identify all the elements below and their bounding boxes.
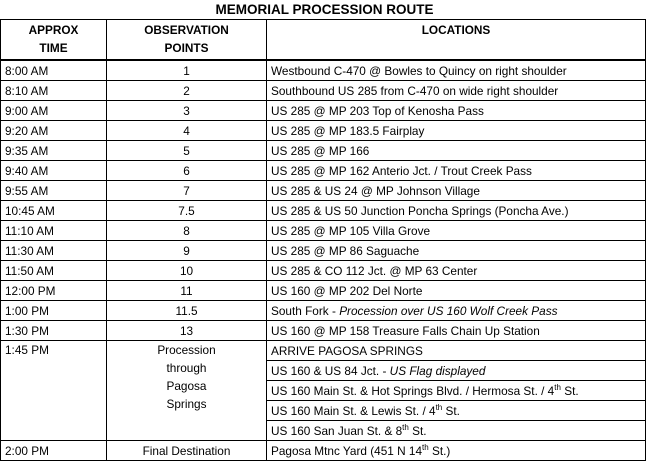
- location-text: Pagosa Mtnc Yard (451 N 14: [271, 443, 423, 458]
- ordinal-suffix: th: [554, 382, 561, 392]
- table-row: [1, 101, 646, 121]
- location-text: St.: [442, 403, 460, 418]
- location-cell: US 285 & CO 112 Jct. @ MP 63 Center: [267, 261, 646, 281]
- time-cell: 1:45 PM: [1, 341, 107, 441]
- table-row: [1, 201, 646, 221]
- time-cell: 1:00 PM: [1, 301, 107, 321]
- location-cell: US 285 @ MP 86 Saguache: [267, 241, 646, 261]
- time-cell: 9:35 AM: [1, 141, 107, 161]
- time-cell: 11:30 AM: [1, 241, 107, 261]
- location-cell: Southbound US 285 from C-470 on wide right shoulder: [267, 81, 646, 101]
- location-cell: [267, 401, 646, 421]
- location-text: St.: [408, 423, 427, 438]
- header-locations: LOCATIONS: [267, 20, 646, 61]
- time-cell: 9:00 AM: [1, 101, 107, 121]
- header-time-line1: APPROX: [28, 23, 79, 37]
- point-cell: 10: [107, 261, 267, 281]
- location-cell: US 285 & US 50 Junction Poncha Springs (Poncha Ave.): [267, 201, 646, 221]
- location-note: US Flag displayed: [389, 363, 486, 378]
- location-cell: US 285 @ MP 105 Villa Grove: [267, 221, 646, 241]
- time-cell: 10:45 AM: [1, 201, 107, 221]
- table-row: [1, 121, 646, 141]
- location-cell: ARRIVE PAGOSA SPRINGS: [267, 341, 646, 361]
- table-row: [1, 141, 646, 161]
- point-cell: 4: [107, 121, 267, 141]
- table-row: [1, 321, 646, 341]
- location-cell: US 285 @ MP 183.5 Fairplay: [267, 121, 646, 141]
- time-cell: 11:10 AM: [1, 221, 107, 241]
- ordinal-suffix: th: [435, 402, 443, 412]
- location-cell: [267, 381, 646, 401]
- point-cell: Final Destination: [107, 441, 267, 461]
- point-cell: 7.5: [107, 201, 267, 221]
- table-row: [1, 81, 646, 101]
- procession-line: Procession: [157, 343, 216, 357]
- location-cell: US 285 @ MP 162 Anterio Jct. / Trout Creek Pass: [267, 161, 646, 181]
- procession-line: Springs: [166, 397, 207, 411]
- point-cell: 8: [107, 221, 267, 241]
- table-row: [1, 221, 646, 241]
- point-cell: 6: [107, 161, 267, 181]
- header-points-line2: POINTS: [164, 41, 209, 55]
- route-table: [0, 19, 646, 461]
- table-row: [1, 341, 646, 361]
- table-row: [1, 161, 646, 181]
- table-row: [1, 441, 646, 461]
- header-observation-points: [107, 20, 267, 61]
- location-text: US 160 Main St. & Hot Springs Blvd. / Hermosa St. / 4: [271, 383, 555, 398]
- table-row: [1, 281, 646, 301]
- header-points-line1: OBSERVATION: [144, 23, 229, 37]
- time-cell: 9:20 AM: [1, 121, 107, 141]
- table-row: [1, 301, 646, 321]
- table-row: [1, 241, 646, 261]
- location-cell: [267, 361, 646, 381]
- time-cell: 8:10 AM: [1, 81, 107, 101]
- location-cell: [267, 421, 646, 441]
- table-row: [1, 261, 646, 281]
- ordinal-suffix: th: [422, 442, 429, 452]
- time-cell: 9:55 AM: [1, 181, 107, 201]
- point-cell: 2: [107, 81, 267, 101]
- point-cell: 11.5: [107, 301, 267, 321]
- location-cell: [267, 441, 646, 461]
- location-cell: US 160 @ MP 158 Treasure Falls Chain Up Station: [267, 321, 646, 341]
- page-title: MEMORIAL PROCESSION ROUTE: [215, 2, 434, 17]
- location-text: St.: [560, 383, 579, 398]
- location-text: US 160 Main St. & Lewis St. / 4: [271, 403, 436, 418]
- header-time-line2: TIME: [39, 41, 68, 55]
- time-cell: 2:00 PM: [1, 441, 107, 461]
- header-approx-time: [1, 20, 107, 61]
- location-text: US 160 & US 84 Jct. -: [271, 363, 390, 378]
- table-row: [1, 60, 646, 81]
- point-cell: 1: [107, 60, 267, 81]
- location-cell: US 160 @ MP 202 Del Norte: [267, 281, 646, 301]
- point-cell: 11: [107, 281, 267, 301]
- location-cell: US 285 & US 24 @ MP Johnson Village: [267, 181, 646, 201]
- procession-line: through: [166, 361, 207, 375]
- time-cell: 11:50 AM: [1, 261, 107, 281]
- point-cell: 9: [107, 241, 267, 261]
- location-note: Procession over US 160 Wolf Creek Pass: [339, 303, 558, 318]
- location-cell: Westbound C-470 @ Bowles to Quincy on right shoulder: [267, 60, 646, 81]
- time-cell: 8:00 AM: [1, 60, 107, 81]
- table-row: [1, 181, 646, 201]
- header-row: [1, 20, 646, 61]
- time-cell: 1:30 PM: [1, 321, 107, 341]
- location-cell: US 285 @ MP 166: [267, 141, 646, 161]
- ordinal-suffix: th: [402, 422, 409, 432]
- point-cell: 3: [107, 101, 267, 121]
- point-cell: 7: [107, 181, 267, 201]
- location-text: St.): [428, 443, 451, 458]
- point-cell: 5: [107, 141, 267, 161]
- point-cell: 13: [107, 321, 267, 341]
- time-cell: 12:00 PM: [1, 281, 107, 301]
- location-cell: US 285 @ MP 203 Top of Kenosha Pass: [267, 101, 646, 121]
- location-cell: [267, 301, 646, 321]
- point-cell-procession: [107, 341, 267, 441]
- location-text: US 160 San Juan St. & 8: [271, 423, 403, 438]
- location-text: South Fork -: [271, 303, 340, 318]
- procession-line: Pagosa: [166, 379, 207, 393]
- time-cell: 9:40 AM: [1, 161, 107, 181]
